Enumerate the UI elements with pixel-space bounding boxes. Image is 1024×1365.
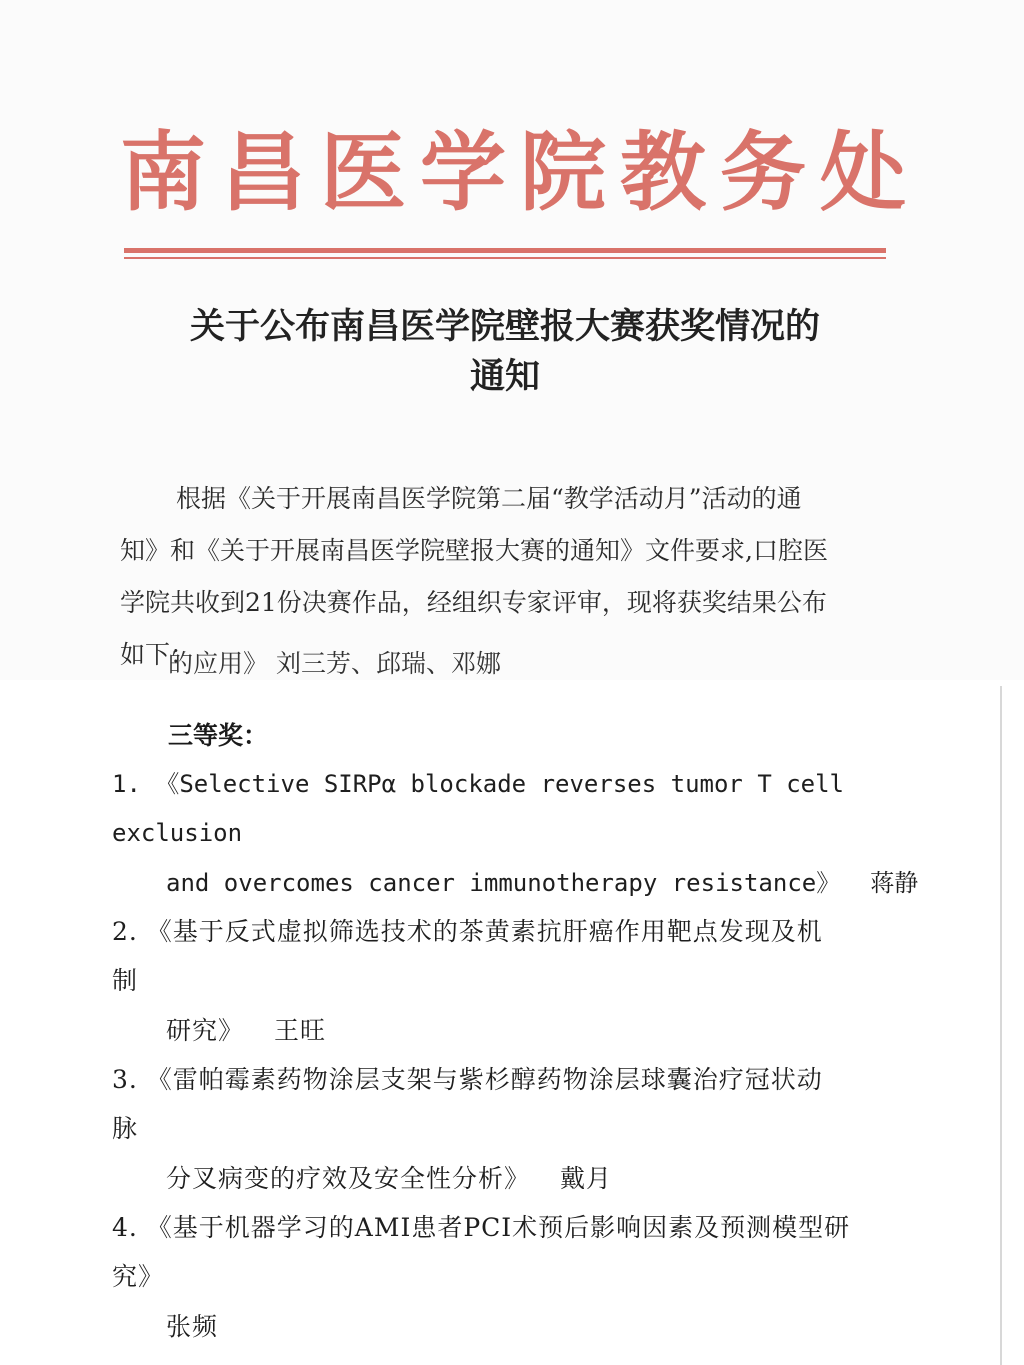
entry-2-title-end: 研究》	[166, 1016, 245, 1045]
entry-2-line2: 制	[112, 966, 139, 995]
entry-1-title-end: and overcomes cancer immunotherapy resistance》	[166, 869, 841, 897]
letterhead-section	[0, 0, 1024, 680]
third-prize-heading: 三等奖：	[168, 721, 269, 750]
entry-4-line1: 4. 《基于机器学习的AMI患者PCI术预后影响因素及预测模型研	[112, 1213, 851, 1242]
red-divider-thick	[124, 248, 886, 253]
entry-4-line2: 究》	[112, 1262, 165, 1291]
cut-off-text: 的应用》 刘三芳、邱瑞、邓娜	[168, 649, 501, 678]
entry-1-line2: exclusion	[112, 819, 243, 847]
red-divider-thin	[124, 257, 886, 259]
paragraph-line: 知》和《关于开展南昌医学院壁报大赛的通知》文件要求,口腔医	[120, 536, 828, 565]
paragraph-line: 根据《关于开展南昌医学院第二届“教学活动月”活动的通	[176, 484, 802, 513]
entry-3-title-end: 分叉病变的疗效及安全性分析》	[166, 1164, 531, 1193]
entry-3-line1: 3. 《雷帕霉素药物涂层支架与紫杉醇药物涂层球囊治疗冠状动	[112, 1065, 823, 1094]
paragraph-line: 学院共收到21份决赛作品，经组织专家评审，现将获奖结果公布	[120, 588, 827, 617]
paragraph-line: 如下：	[120, 640, 196, 669]
notice-title-line2: 通知	[469, 356, 540, 397]
page-edge	[1000, 686, 1002, 1365]
entry-3-line3	[166, 1159, 612, 1199]
notice-title	[130, 302, 880, 402]
entry-1-line1: 1. 《Selective SIRPα blockade reverses tumor T cell	[112, 770, 845, 798]
entry-2-line3	[166, 1011, 326, 1051]
entry-1-line3	[166, 863, 918, 903]
entry-4-author: 张频	[166, 1312, 219, 1341]
entry-2-line1: 2. 《基于反式虚拟筛选技术的茶黄素抗肝癌作用靶点发现及机	[112, 917, 823, 946]
entry-2-author: 王旺	[274, 1016, 327, 1045]
entry-3-author: 戴月	[560, 1164, 613, 1193]
cut-off-text-fragment	[168, 649, 501, 688]
entry-3-line2: 脉	[112, 1114, 139, 1143]
org-name-title: 南昌医学院教务处	[120, 123, 920, 223]
entry-1-author: 蒋静	[870, 869, 919, 897]
notice-title-line1: 关于公布南昌医学院壁报大赛获奖情况的	[189, 306, 820, 347]
